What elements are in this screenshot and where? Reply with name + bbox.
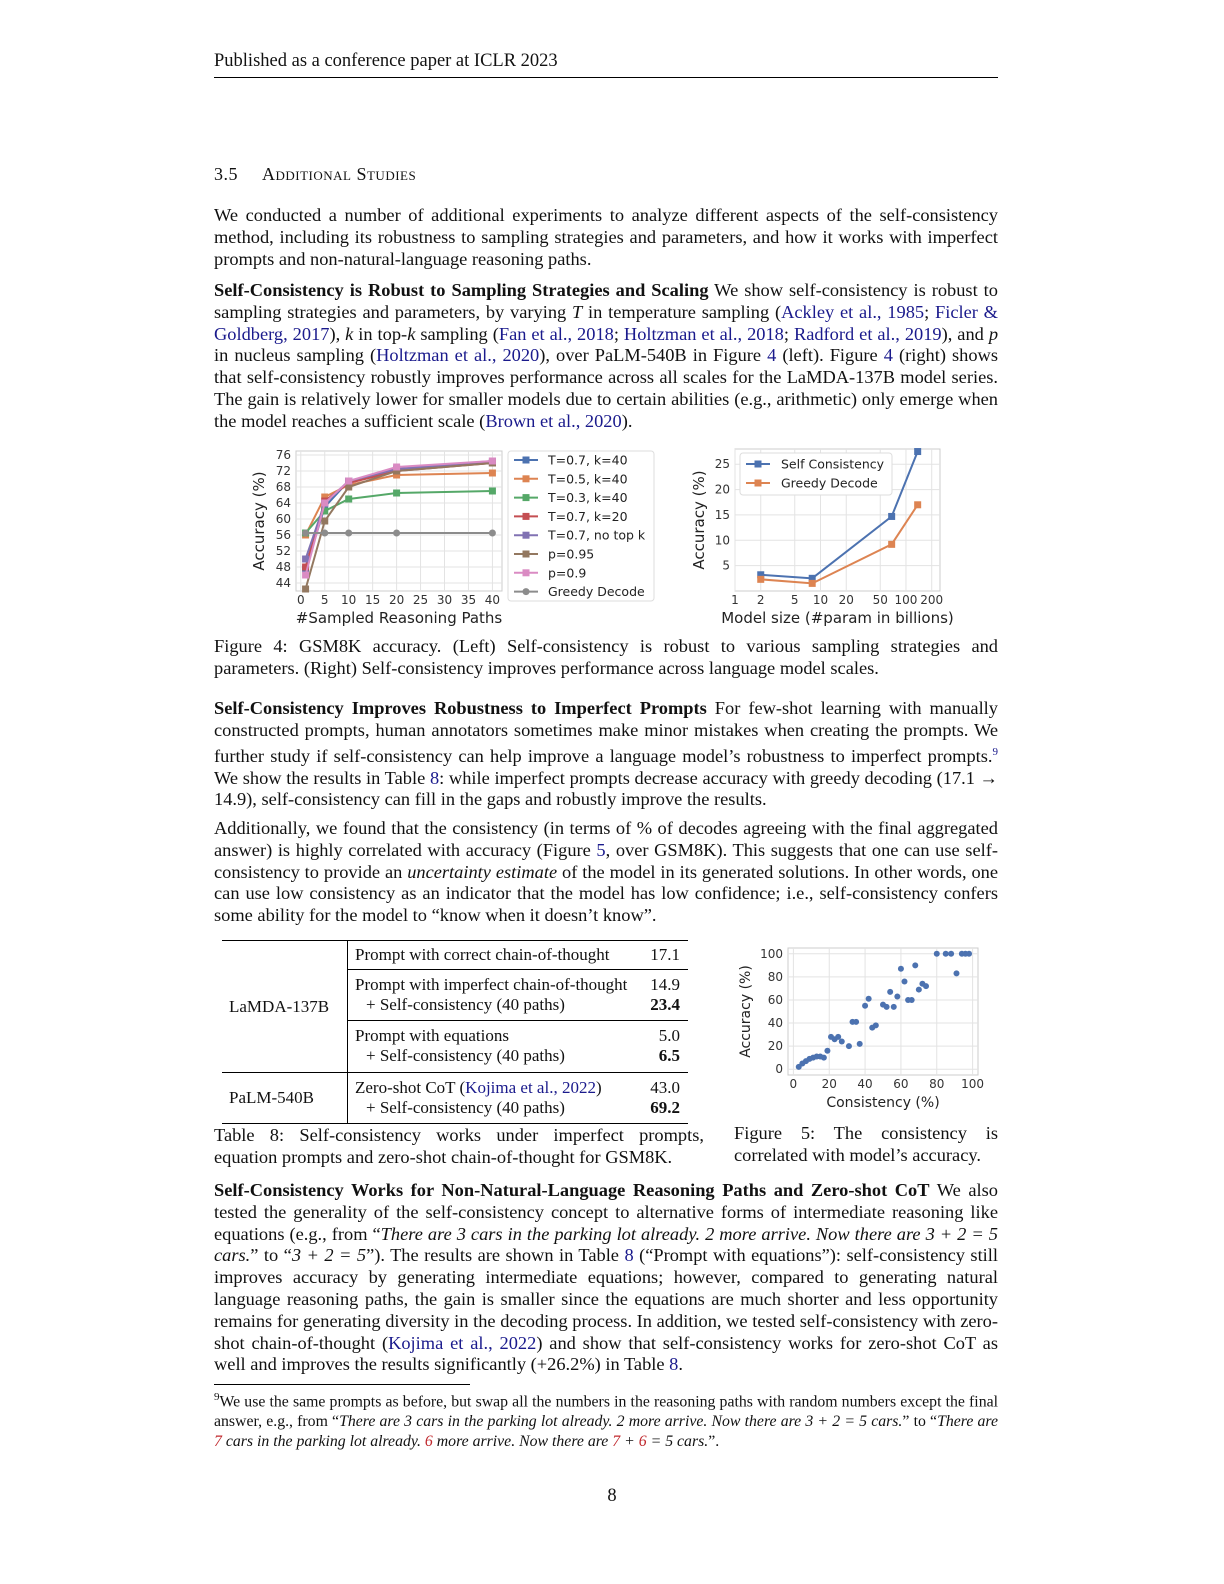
legend-label: T=0.7, k=40 [548, 452, 628, 468]
emphasis: There are 3 cars in the parking lot already. 2 more arrive. Now there are 3 + 2 = 5 cars. [214, 1223, 998, 1266]
y-tick-label: 40 [767, 1016, 783, 1031]
sampling-heading: Self-Consistency is Robust to Sampling Strategies and Scaling [214, 280, 709, 300]
data-point [321, 530, 328, 537]
x-tick-label: 20 [821, 1077, 837, 1091]
data-point [912, 962, 918, 968]
table-cell: + Self-consistency (40 paths) [366, 1046, 565, 1065]
emphasis: cars in the parking lot already. [221, 1432, 425, 1450]
data-point [824, 1048, 830, 1054]
text: We show the results in Table [214, 767, 430, 788]
y-tick-label: 44 [275, 576, 291, 590]
data-point [809, 580, 816, 587]
math-var: p [988, 323, 999, 344]
data-point [523, 513, 530, 520]
data-point [345, 478, 352, 485]
y-tick-label: 52 [275, 544, 291, 558]
section-heading [214, 164, 416, 185]
text: ” to “ [902, 1413, 938, 1431]
footnote [214, 1388, 998, 1452]
y-axis-label: Accuracy (%) [250, 471, 268, 571]
data-point [489, 470, 496, 477]
x-tick-label: 20 [838, 593, 854, 607]
y-tick-label: 100 [760, 946, 783, 961]
swapped-number: 7 [214, 1432, 222, 1450]
emphasis: There are 3 cars in the parking lot already. 2 more arrive. Now there are 3 + 2 = 5 cars. [339, 1413, 903, 1431]
figure-ref-link[interactable]: 5 [596, 839, 606, 860]
data-point [345, 496, 352, 503]
text: sampling ( [415, 323, 499, 344]
x-axis-label: #Sampled Reasoning Paths [295, 609, 503, 627]
footnote-rule [214, 1384, 470, 1385]
text: Zero-shot CoT ( [355, 1078, 466, 1097]
text: ”). The results are shown in Table [366, 1245, 625, 1266]
table-cell: + Self-consistency (40 paths) [366, 1098, 565, 1117]
figure4-caption: Figure 4: GSM8K accuracy. (Left) Self-consistency is robust to various sampling strategies and parameters. (Right) Self-consistency improves performance across language model scales. [214, 636, 998, 678]
data-point [302, 572, 309, 579]
emphasis: = 5 cars. [646, 1432, 709, 1450]
y-tick-label: 10 [714, 533, 730, 548]
y-tick-label: 76 [275, 448, 291, 462]
data-point [755, 480, 762, 487]
y-tick-label: 20 [767, 1039, 783, 1054]
legend-label: Greedy Decode [548, 584, 645, 600]
table-cell [348, 1073, 648, 1099]
x-tick-label: 10 [341, 593, 357, 607]
citation-link[interactable]: Radford et al., 2019 [793, 323, 942, 344]
text: in nucleus sampling ( [214, 345, 377, 366]
figure-ref-link[interactable]: 4 [767, 345, 777, 366]
emphasis: There are [937, 1413, 998, 1431]
figure-ref-link[interactable]: 4 [883, 345, 893, 366]
data-point [862, 1003, 868, 1009]
y-tick-label: 25 [714, 457, 730, 472]
data-point [948, 951, 954, 957]
data-point [321, 518, 328, 525]
x-axis-label: Model size (#param in billions) [721, 609, 954, 627]
emphasis: + [620, 1432, 639, 1450]
text: ) and show that self-consistency works for zero-shot CoT as well and improves the results significantly (+26.2%) in Table [214, 1332, 998, 1375]
table8 [222, 940, 688, 1124]
x-tick-label: 30 [436, 593, 453, 607]
y-tick-label: 60 [767, 992, 783, 1007]
y-tick-label: 56 [275, 528, 291, 542]
text: ). [621, 410, 633, 431]
math-var: T [572, 301, 583, 322]
text: (“Prompt with equations”): self-consistency still improves accuracy by generating intermediate equations; however, compared to generating natural language reasoning paths, the gain is smaller since the equations are much shorter and less opportunity remains for generating diversity in the decoding process. In addition, we tested self-consistency with zero-shot chain-of-thought ( [214, 1245, 999, 1353]
data-point [523, 569, 530, 576]
y-tick-label: 64 [275, 496, 291, 510]
table-cell: + Self-consistency (40 paths) [366, 995, 565, 1014]
x-tick-label: 100 [894, 593, 918, 607]
y-axis-label: Accuracy (%) [690, 470, 708, 570]
data-point [857, 1041, 863, 1047]
x-tick-label: 80 [929, 1077, 945, 1091]
data-point [943, 951, 949, 957]
data-point [898, 966, 904, 972]
data-point [393, 464, 400, 471]
swapped-number: 7 [612, 1432, 621, 1450]
legend-label: p=0.95 [548, 546, 595, 562]
data-point [302, 556, 309, 563]
citation-link[interactable]: Holtzman et al., 2018 [623, 323, 784, 344]
data-point [853, 1019, 859, 1025]
emphasis: more arrive. Now there are [432, 1432, 613, 1450]
data-point [916, 987, 922, 993]
data-point [914, 448, 921, 455]
y-tick-label: 20 [714, 482, 730, 497]
table-model-cell: LaMDA-137B [222, 941, 348, 1073]
legend-label: Greedy Decode [781, 475, 878, 491]
text: We also tested the generality of the self-consistency concept to alternative forms of intermediate reasoning like equations (e.g., from “ [214, 1180, 998, 1244]
citation-link[interactable]: Fan et al., 2018 [498, 323, 614, 344]
nonnatural-paragraph [214, 1180, 998, 1376]
x-tick-label: 5 [320, 593, 329, 607]
table-ref-link[interactable]: 8 [669, 1354, 679, 1375]
text: . [678, 1354, 683, 1375]
data-point [302, 586, 309, 593]
text: ), and [941, 323, 989, 344]
y-tick-label: 0 [775, 1062, 783, 1077]
table-model-cell: PaLM-540B [222, 1073, 348, 1124]
text: We show self-consistency is robust to sampling strategies and parameters, by varying [214, 280, 998, 322]
y-tick-label: 68 [275, 480, 291, 494]
y-tick-label: 72 [275, 464, 291, 478]
text: in temperature sampling ( [582, 301, 782, 322]
text: (left). Figure [776, 345, 884, 366]
citation-link[interactable]: Ficler & Goldberg, 2017 [214, 301, 998, 344]
data-point [393, 490, 400, 497]
table-cell: 17.1 [648, 941, 688, 970]
table-cell: 23.4 [650, 995, 680, 1014]
text: : while imperfect prompts decrease accuracy with greedy decoding (17.1 → 14.9), self-consistency can fill in the gaps and robustly improve the results. [214, 767, 999, 810]
x-tick-label: 40 [857, 1077, 873, 1091]
x-tick-label: 50 [872, 593, 888, 607]
swapped-number: 6 [638, 1432, 647, 1450]
x-tick-label: 100 [961, 1077, 985, 1091]
sampling-paragraph [214, 280, 998, 433]
data-point [866, 996, 872, 1002]
text: ), over PaLM-540B in Figure [539, 345, 768, 366]
imperfect-paragraph [214, 698, 998, 811]
section-title: Additional Studies [262, 164, 417, 184]
legend-label: T=0.3, k=40 [548, 490, 628, 506]
y-tick-label: 48 [275, 560, 291, 574]
data-point [966, 951, 972, 957]
data-point [523, 475, 530, 482]
data-point [914, 501, 921, 508]
emphasis: 3 + 2 = 5 [291, 1245, 367, 1266]
data-point [523, 457, 530, 464]
x-tick-label: 2 [756, 593, 765, 607]
data-point [302, 530, 309, 537]
data-point [902, 978, 908, 984]
text: ; [613, 323, 624, 344]
x-tick-label: 15 [365, 593, 381, 607]
data-point [489, 488, 496, 495]
figure4-left-chart [248, 443, 668, 628]
data-point [953, 970, 959, 976]
y-tick-label: 60 [275, 512, 291, 526]
figure5-scatter-chart [736, 940, 996, 1118]
intro-paragraph: We conducted a number of additional experiments to analyze different aspects of the self-consistency method, including its robustness to sampling strategies and parameters, and how it works with imperfect prompts and non-natural-language reasoning paths. [214, 205, 998, 269]
x-tick-label: 40 [484, 593, 501, 607]
legend-label: T=0.5, k=40 [548, 471, 628, 487]
legend-label: Self Consistency [781, 456, 885, 472]
running-header: Published as a conference paper at ICLR 2023 [214, 51, 558, 71]
text: We use the same prompts as before, but swap all the numbers in the reasoning paths with random numbers except the final answer, e.g., from “ [214, 1393, 998, 1431]
data-point [891, 1004, 897, 1010]
data-point [821, 1055, 827, 1061]
consistency-paragraph [214, 818, 998, 927]
table-ref-link[interactable]: 8 [624, 1245, 634, 1266]
y-axis-label: Accuracy (%) [738, 965, 754, 1058]
text: of the model in its generated solutions. In other words, one can use low consistency as an indicator that the model has low confidence; i.e., self-consistency confers some ability for the model to “know when it doesn’t know”. [214, 861, 998, 926]
data-point [884, 1004, 890, 1010]
legend-label: T=0.7, k=20 [548, 508, 628, 524]
text: ) [595, 1078, 602, 1097]
data-point [887, 989, 893, 995]
data-point [321, 500, 328, 507]
section-number: 3.5 [214, 164, 238, 184]
x-tick-label: 25 [412, 593, 429, 607]
text: ; [924, 301, 935, 322]
math-var: k [407, 323, 416, 344]
x-tick-label: 60 [893, 1077, 909, 1091]
data-point [523, 551, 530, 558]
text: Additionally, we found that the consistency (in terms of % of decodes agreeing with the final aggregated answer) is highly correlated with accuracy (Figure [214, 818, 998, 860]
citation-link[interactable]: Brown et al., 2020 [485, 410, 622, 431]
table-cell: Prompt with equations [355, 1026, 509, 1045]
x-tick-label: 1 [731, 593, 739, 607]
data-point [909, 997, 915, 1003]
data-point [888, 513, 895, 520]
data-point [345, 530, 352, 537]
data-point [923, 983, 929, 989]
table-cell: 43.0 [650, 1078, 680, 1097]
data-point [839, 1039, 845, 1045]
table-cell: 14.9 [650, 975, 680, 994]
data-point [757, 576, 764, 583]
table-cell: 69.2 [650, 1098, 680, 1117]
table-cell: 5.0 [658, 1026, 680, 1045]
citation-link[interactable]: Kojima et al., 2022 [465, 1078, 596, 1097]
text: For few-shot learning with manually constructed prompts, human annotators sometimes make minor mistakes when creating the prompts. We further study if self-consistency can help improve a language model’s robustness to imperfect prompts. [214, 698, 998, 766]
text: ), [329, 323, 346, 344]
y-tick-label: 80 [767, 969, 783, 984]
data-point [755, 461, 762, 468]
data-point [523, 532, 530, 539]
table-cell: Prompt with imperfect chain-of-thought [355, 975, 628, 994]
text: in top- [353, 323, 408, 344]
swapped-number: 6 [424, 1432, 433, 1450]
data-point [888, 541, 895, 548]
x-tick-label: 0 [296, 593, 305, 607]
data-point [489, 458, 496, 465]
data-point [489, 530, 496, 537]
table8-caption: Table 8: Self-consistency works under imperfect prompts, equation prompts and zero-shot chain-of-thought for GSM8K. [214, 1125, 704, 1167]
y-tick-label: 15 [714, 507, 730, 522]
x-tick-label: 5 [790, 593, 799, 607]
data-point [873, 1022, 879, 1028]
footnote-marker[interactable]: 9 [992, 745, 998, 758]
text: , over GSM8K). This suggests that one can use self-consistency to provide an [214, 839, 998, 882]
data-point [393, 530, 400, 537]
text: ”. [708, 1432, 720, 1450]
header-rule [214, 77, 998, 78]
citation-link[interactable]: Kojima et al., 2022 [388, 1332, 537, 1353]
legend-label: p=0.9 [548, 565, 587, 581]
nonnatural-heading: Self-Consistency Works for Non-Natural-Language Reasoning Paths and Zero-shot CoT [214, 1180, 930, 1200]
figure5-caption: Figure 5: The consistency is correlated with model’s accuracy. [734, 1123, 998, 1165]
data-point [934, 951, 940, 957]
x-tick-label: 10 [812, 593, 829, 607]
legend-label: T=0.7, no top k [548, 527, 646, 543]
text: ” to “ [250, 1245, 292, 1266]
x-tick-label: 0 [789, 1077, 798, 1091]
data-point [846, 1043, 852, 1049]
imperfect-heading: Self-Consistency Improves Robustness to Imperfect Prompts [214, 698, 707, 718]
data-point [523, 494, 530, 501]
x-tick-label: 200 [920, 593, 944, 607]
table-cell: Prompt with correct chain-of-thought [348, 941, 648, 970]
emphasis: uncertainty estimate [407, 861, 558, 882]
text: ; [783, 323, 794, 344]
footnote-number: 9 [214, 1391, 220, 1403]
page-number: 8 [607, 1486, 617, 1506]
table-cell: 6.5 [658, 1046, 680, 1065]
figure4-right-chart [688, 443, 978, 628]
x-axis-label: Consistency (%) [826, 1095, 940, 1111]
data-point [523, 588, 530, 595]
citation-link[interactable]: Ackley et al., 1985 [781, 301, 925, 322]
text: (right) shows that self-consistency robustly improves performance across all scales for the LaMDA-137B model series. The gain is relatively lower for smaller models due to certain abilities (e.g., arithmetic) only emerge when the model reaches a sufficient scale ( [214, 345, 998, 431]
x-tick-label: 35 [460, 593, 477, 607]
y-tick-label: 5 [722, 558, 730, 573]
data-point [894, 993, 900, 999]
math-var: k [345, 323, 354, 344]
citation-link[interactable]: Holtzman et al., 2020 [376, 345, 540, 366]
table-ref-link[interactable]: 8 [429, 767, 440, 788]
x-tick-label: 20 [388, 593, 405, 607]
